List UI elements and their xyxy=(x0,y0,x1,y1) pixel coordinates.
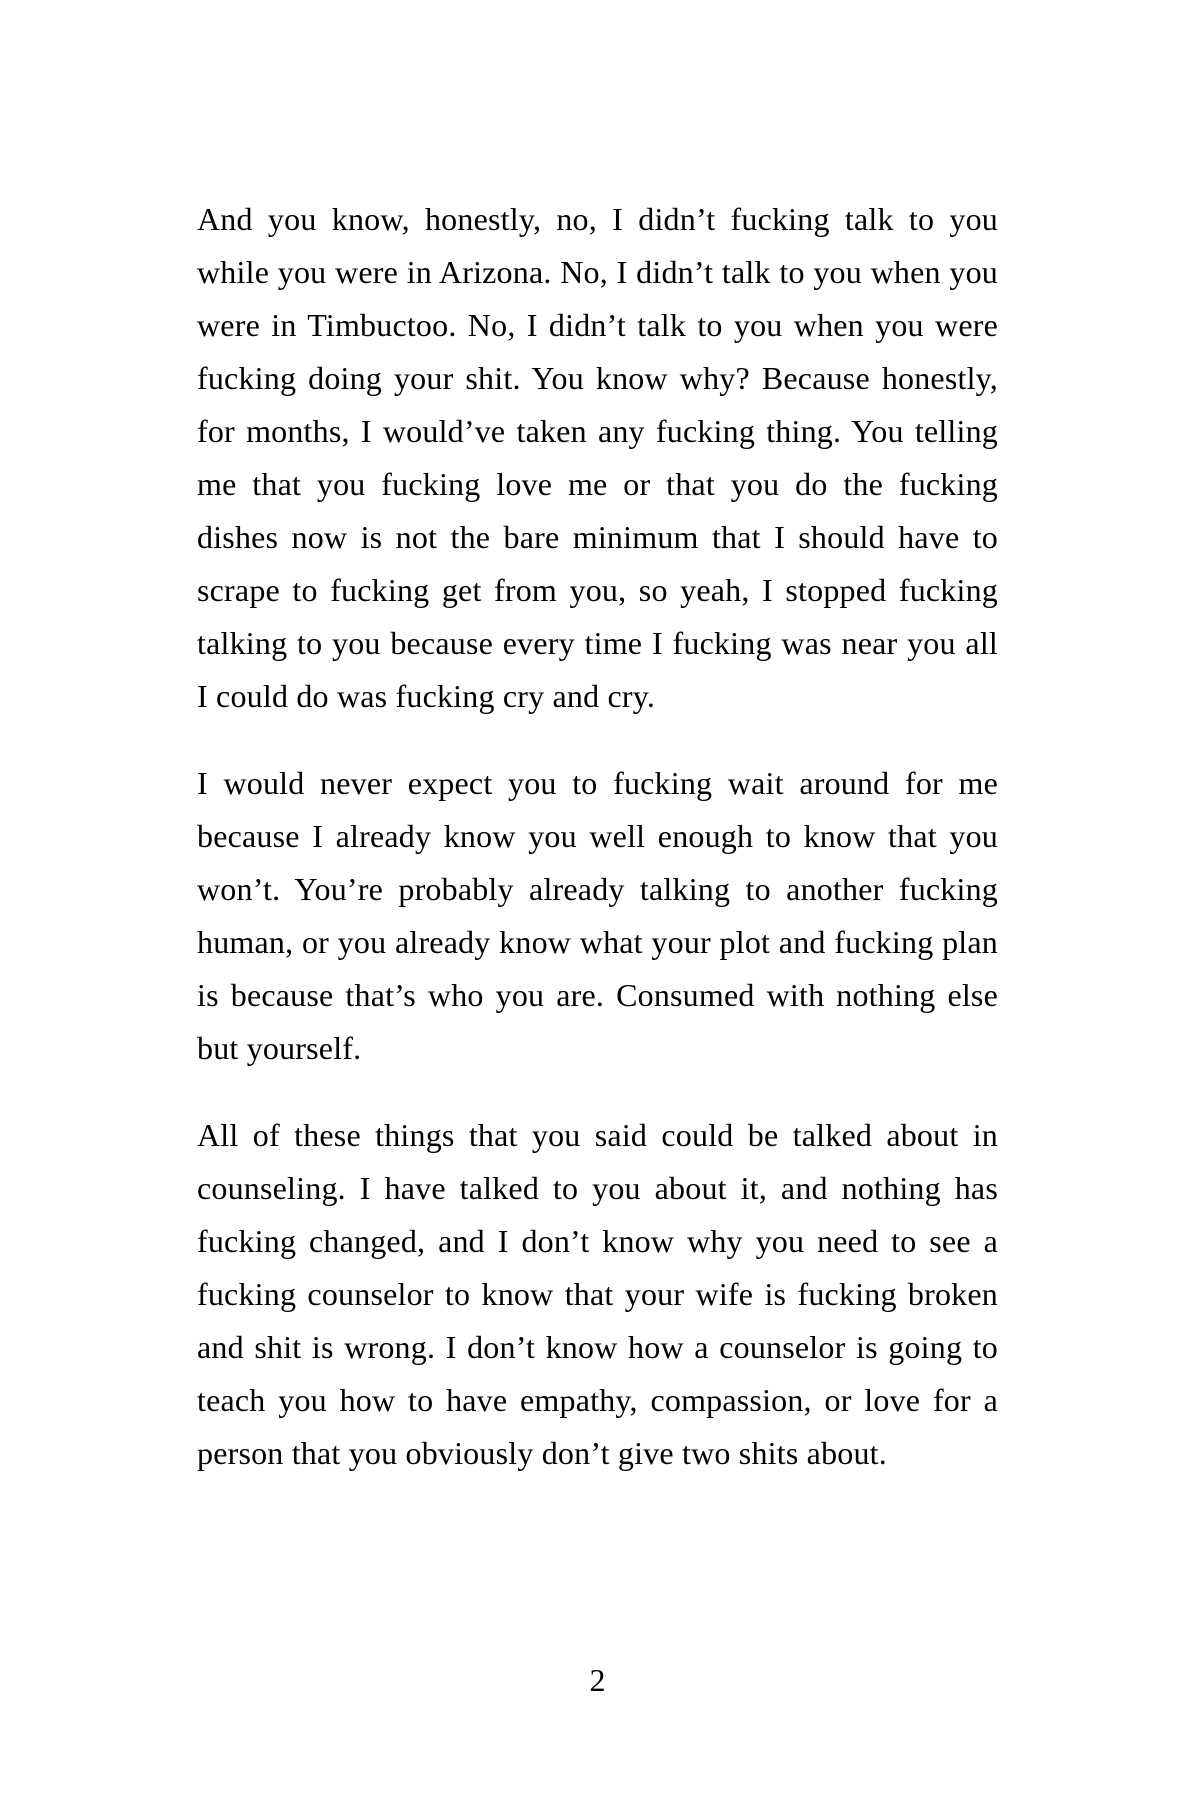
paragraph-3: All of these things that you said could be talked about in counseling. I have talked to you about it, and nothing has fucking changed, and I don’t know why you need to see a fucking counselor to know that your wife is fucking broken and shit is wrong. I don’t know how a counselor is going to teach you how to have empathy, compassion, or love for a person that you obviously don’t give two shits about. xyxy=(197,1117,998,1471)
page-text-block xyxy=(197,193,998,1480)
paragraph-1: And you know, honestly, no, I didn’t fucking talk to you while you were in Arizona. No, I didn’t talk to you when you were in Timbuctoo. No, I didn’t talk to you when you were fucking doing your shit. You know why? Because honestly, for months, I would’ve taken any fucking thing. You telling me that you fucking love me or that you do the fucking dishes now is not the bare minimum that I should have to scrape to fucking get from you, so yeah, I stopped fucking talking to you because every time I fucking was near you all I could do was fucking cry and cry. xyxy=(197,201,998,714)
page-footer xyxy=(197,1654,998,1707)
paragraph-2: I would never expect you to fucking wait around for me because I already know you well enough to know that you won’t. You’re probably already talking to another fucking human, or you already know what your plot and fucking plan is because that’s who you are. Consumed with nothing else but yourself. xyxy=(197,765,998,1066)
page-number: 2 xyxy=(589,1662,606,1698)
